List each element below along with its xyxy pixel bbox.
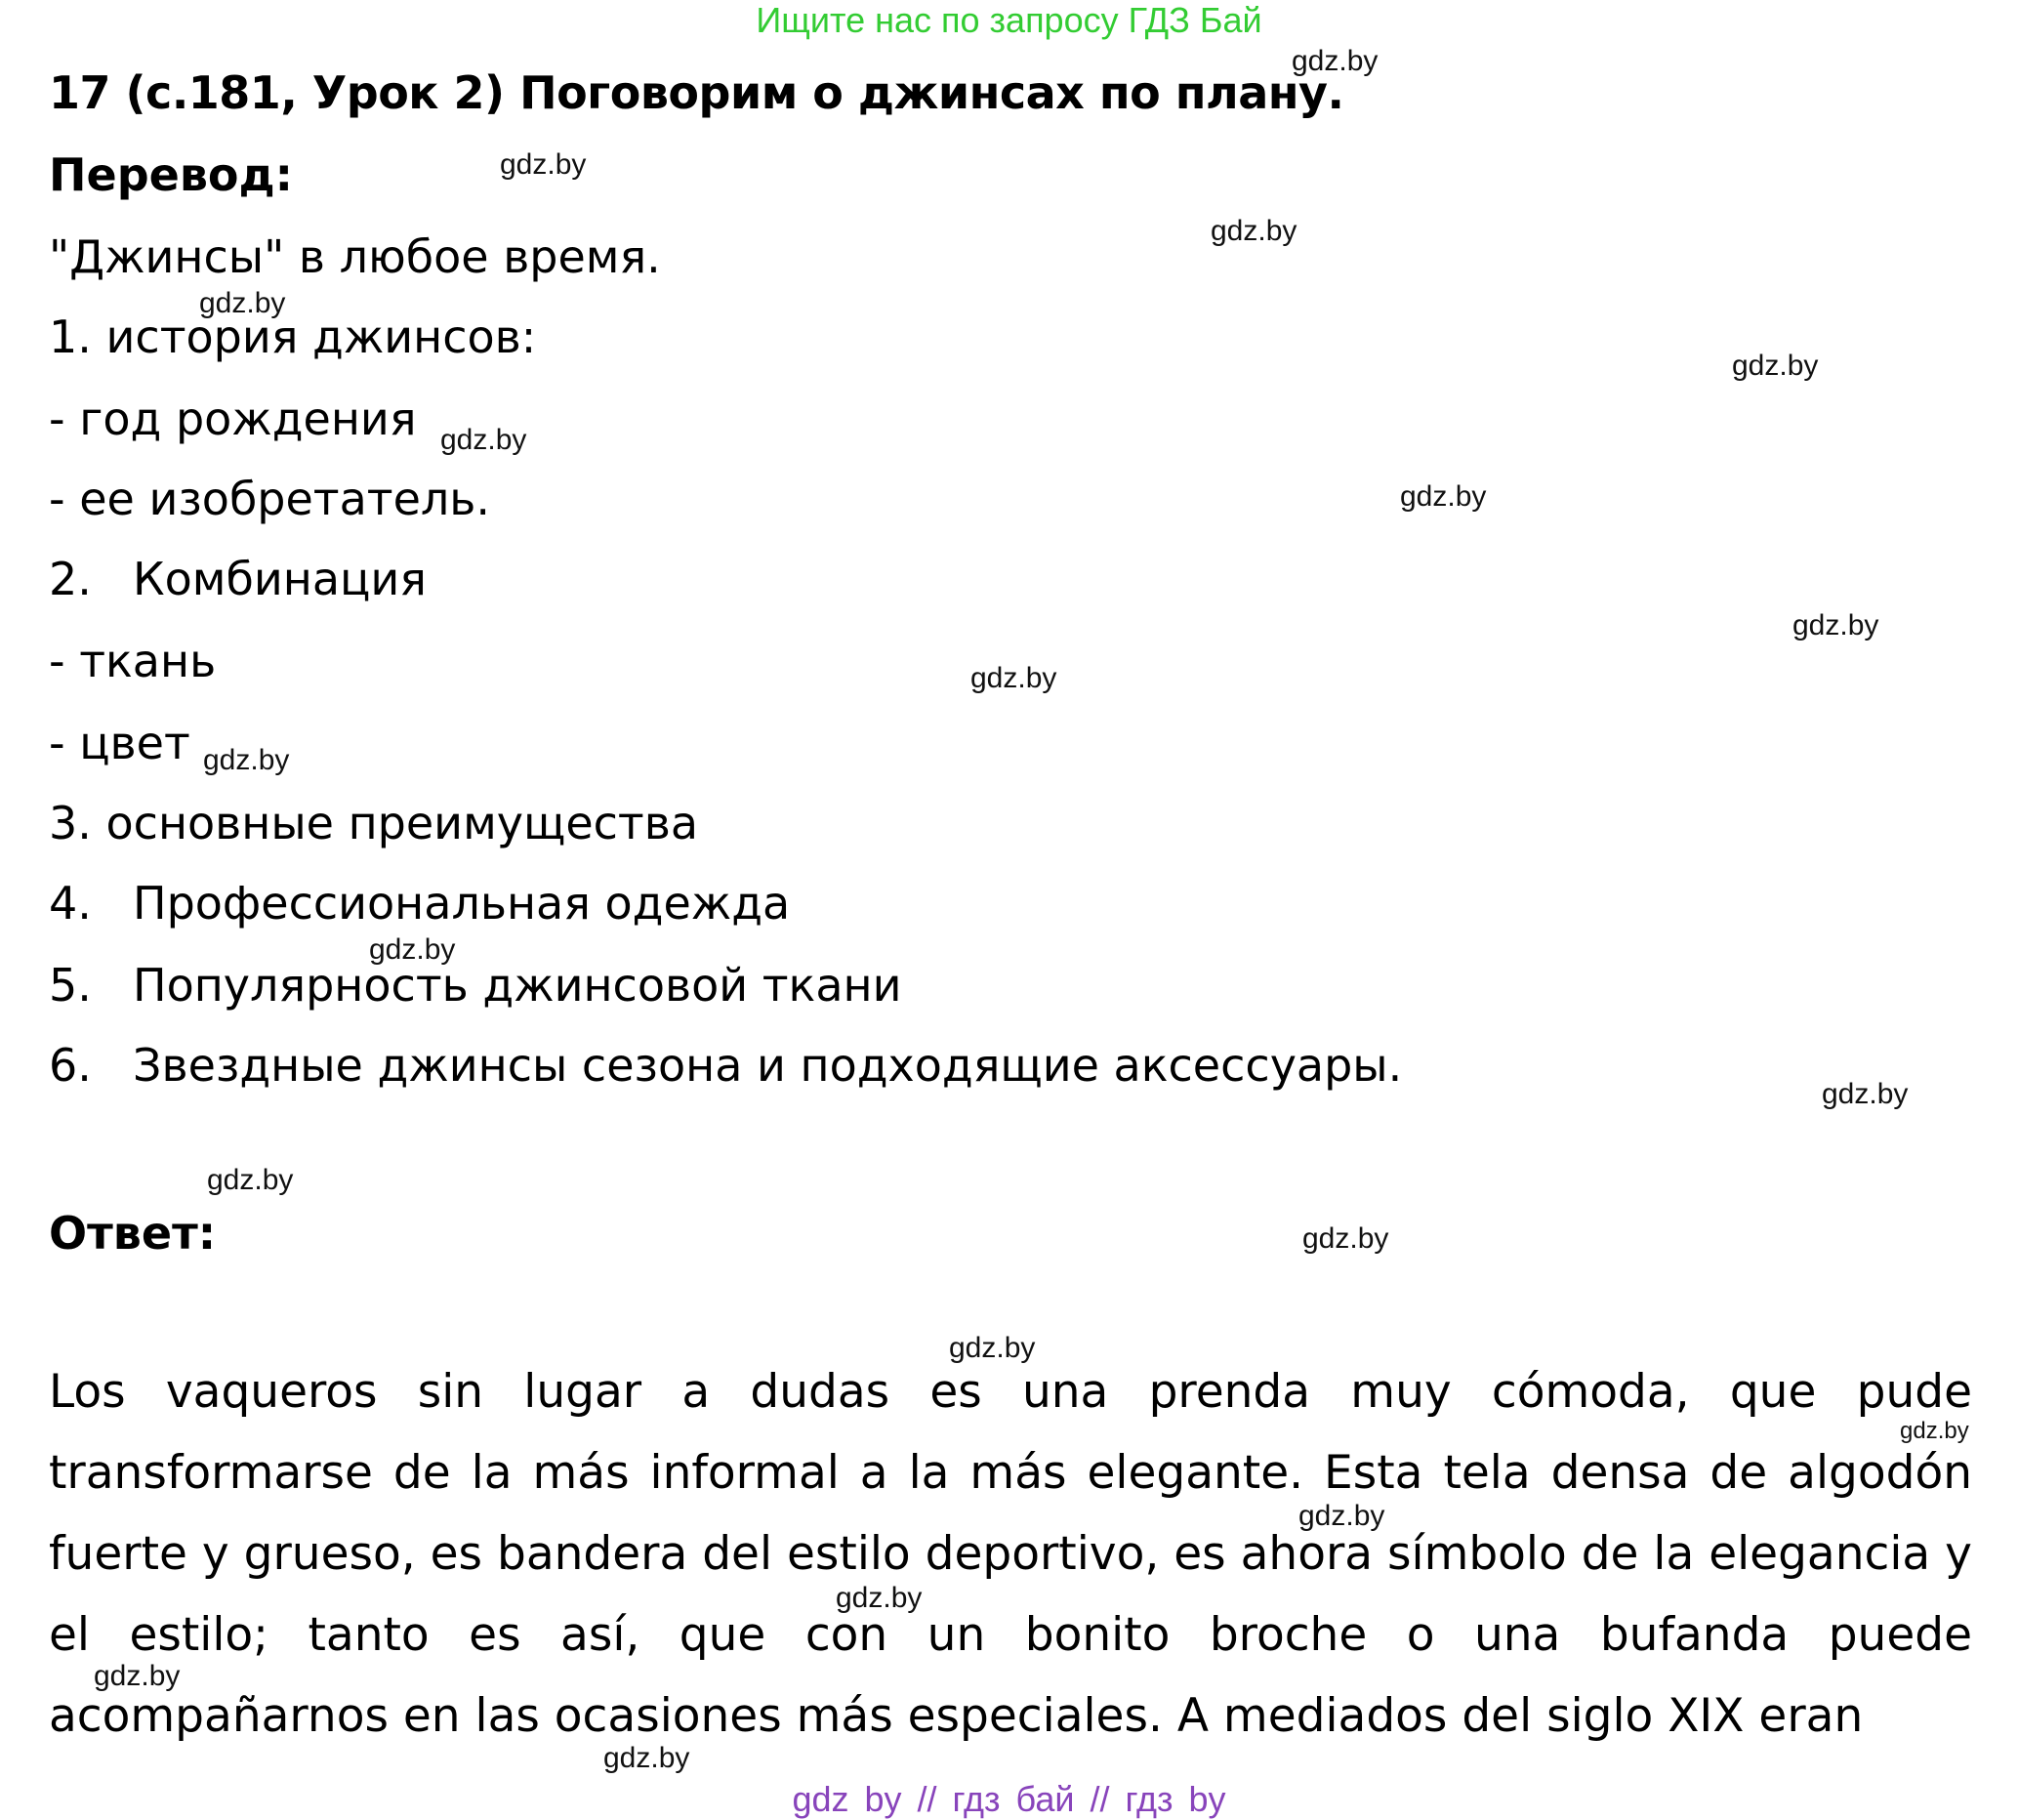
plan-line-number: 4. [49,877,92,930]
plan-line-number: 2. [49,553,92,605]
watermark: gdz.by [1292,45,1379,77]
plan-line-number: 6. [49,1039,92,1092]
plan-line-2: - год рождения [49,393,417,445]
watermark: gdz.by [603,1742,690,1774]
watermark: gdz.by [1302,1222,1389,1255]
watermark: gdz.by [440,424,527,456]
plan-line-number: 5. [49,959,92,1012]
watermark: gdz.by [369,933,456,966]
watermark: gdz.by [207,1164,294,1196]
watermark: gdz.by [1792,609,1879,641]
watermark: gdz.by [203,744,290,776]
watermark: gdz.by [1822,1078,1909,1110]
plan-line-3: - ее изобретатель. [49,473,491,525]
watermark: gdz.by [1732,350,1819,382]
footer-watermark: gdz by // гдз бай // гдз by [792,1779,1226,1819]
top-banner: Ищите нас по запросу ГДЗ Бай [756,0,1262,40]
plan-line-4: 2. Комбинация [49,553,427,605]
plan-line-10: 6. Звездные джинсы сезона и подходящие аксессуары. [49,1039,1403,1092]
answer-paragraph: Los vaqueros sin lugar a dudas es una prenda muy cómoda, que pude transformarse de la más informal a la más elegante. Esta tela densa de algodón fuerte y grueso, es bandera del estilo deportivo, es ahora símbolo de la elegancia y el estilo; tanto es así, que con un bonito broche o una bufanda puede acompañarnos en las ocasiones más especiales. A mediados del siglo XIX eran [49,1365,1972,1743]
watermark: gdz.by [970,662,1057,694]
watermark: gdz.by [949,1332,1036,1364]
watermark: gdz.by [94,1660,181,1692]
watermark: gdz.by [836,1582,923,1614]
plan-title: "Джинсы" в любое время. [49,230,661,283]
watermark: gdz.by [500,148,587,181]
plan-line-8: 4. Профессиональная одежда [49,877,791,930]
translation-label: Перевод: [49,148,294,201]
plan-line-1: 1. история джинсов: [49,310,537,363]
watermark: gdz.by [1400,480,1487,513]
watermark: gdz.by [199,287,286,319]
plan-line-9: 5. Популярность джинсовой ткани [49,959,902,1012]
plan-line-6: - цвет [49,717,190,769]
watermark: gdz.by [1211,215,1297,247]
plan-line-7: 3. основные преимущества [49,797,699,849]
page-title: 17 (с.181, Урок 2) Поговорим о джинсах по плану. [49,66,1344,119]
watermark: gdz.by [1298,1500,1385,1532]
answer-label: Ответ: [49,1207,217,1260]
watermark: gdz.by [1900,1418,1969,1444]
plan-line-5: - ткань [49,635,217,687]
